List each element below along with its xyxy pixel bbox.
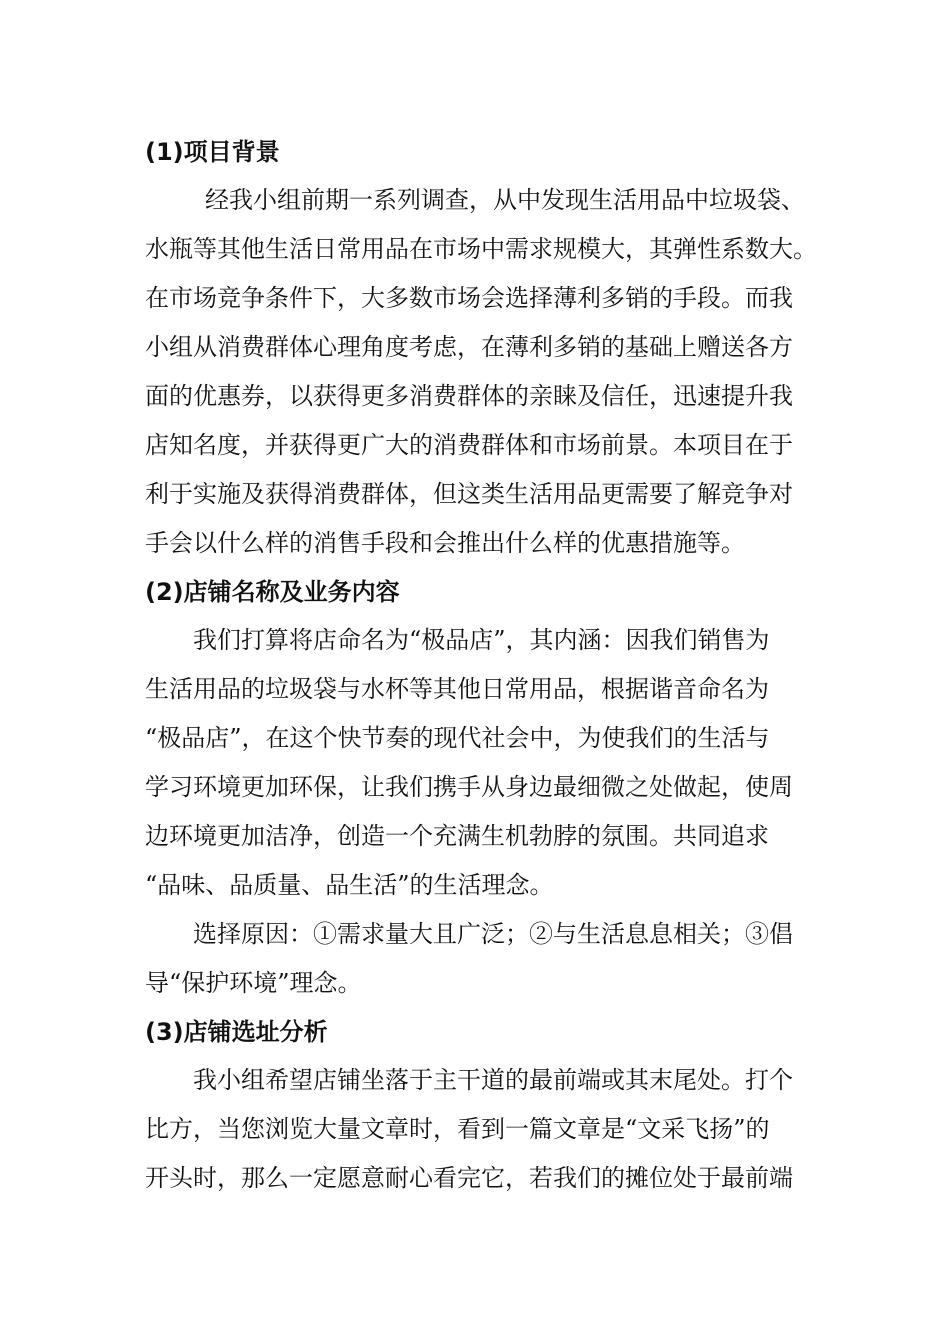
section-heading-store-name: (2)店铺名称及业务内容 — [145, 578, 400, 606]
text-line: 我们打算将店命名为“极品店”，其内涵：因我们销售为 — [193, 626, 770, 654]
text-line: 学习环境更加环保，让我们携手从身边最细微之处做起，使周 — [145, 773, 793, 801]
text-line: 比方，当您浏览大量文章时，看到一篇文章是“文采飞扬”的 — [145, 1115, 770, 1143]
text-line: 面的优惠券，以获得更多消费群体的亲睐及信任，迅速提升我 — [145, 382, 793, 410]
text-line: 经我小组前期一系列调查，从中发现生活用品中垃圾袋、 — [205, 186, 805, 214]
section-heading-location-analysis: (3)店铺选址分析 — [145, 1018, 328, 1046]
document-page — [145, 128, 820, 1203]
text-line: 水瓶等其他生活日常用品在市场中需求规模大，其弹性系数大。 — [145, 235, 817, 263]
section-heading-project-background: (1)项目背景 — [145, 138, 280, 166]
text-line: 开头时，那么一定愿意耐心看完它，若我们的摊位处于最前端 — [145, 1164, 793, 1192]
text-line: 在市场竞争条件下，大多数市场会选择薄利多销的手段。而我 — [145, 284, 793, 312]
text-line: 边环境更加洁净，创造一个充满生机勃脖的氛围。共同追求 — [145, 822, 769, 850]
text-line: “品味、品质量、品生活”的生活理念。 — [145, 871, 554, 899]
text-line: 我小组希望店铺坐落于主干道的最前端或其末尾处。打个 — [193, 1066, 793, 1094]
text-line: 选择原因：①需求量大且广泛；②与生活息息相关；③倡 — [193, 920, 793, 948]
text-line: “极品店”，在这个快节奏的现代社会中，为使我们的生活与 — [145, 724, 770, 752]
text-line: 手会以什么样的消售手段和会推出什么样的优惠措施等。 — [145, 529, 745, 557]
text-line: 小组从消费群体心理角度考虑，在薄利多销的基础上赠送各方 — [145, 333, 793, 361]
paragraph-location-analysis — [145, 1056, 820, 1203]
paragraph-store-name — [145, 616, 820, 910]
text-line: 店知名度，并获得更广大的消费群体和市场前景。本项目在于 — [145, 431, 793, 459]
paragraph-selection-reasons — [145, 910, 820, 1008]
text-line: 导“保护环境”理念。 — [145, 969, 362, 997]
text-line: 利于实施及获得消费群体，但这类生活用品更需要了解竞争对 — [145, 480, 793, 508]
text-line: 生活用品的垃圾袋与水杯等其他日常用品，根据谐音命名为 — [145, 675, 769, 703]
paragraph-project-background — [145, 176, 820, 568]
